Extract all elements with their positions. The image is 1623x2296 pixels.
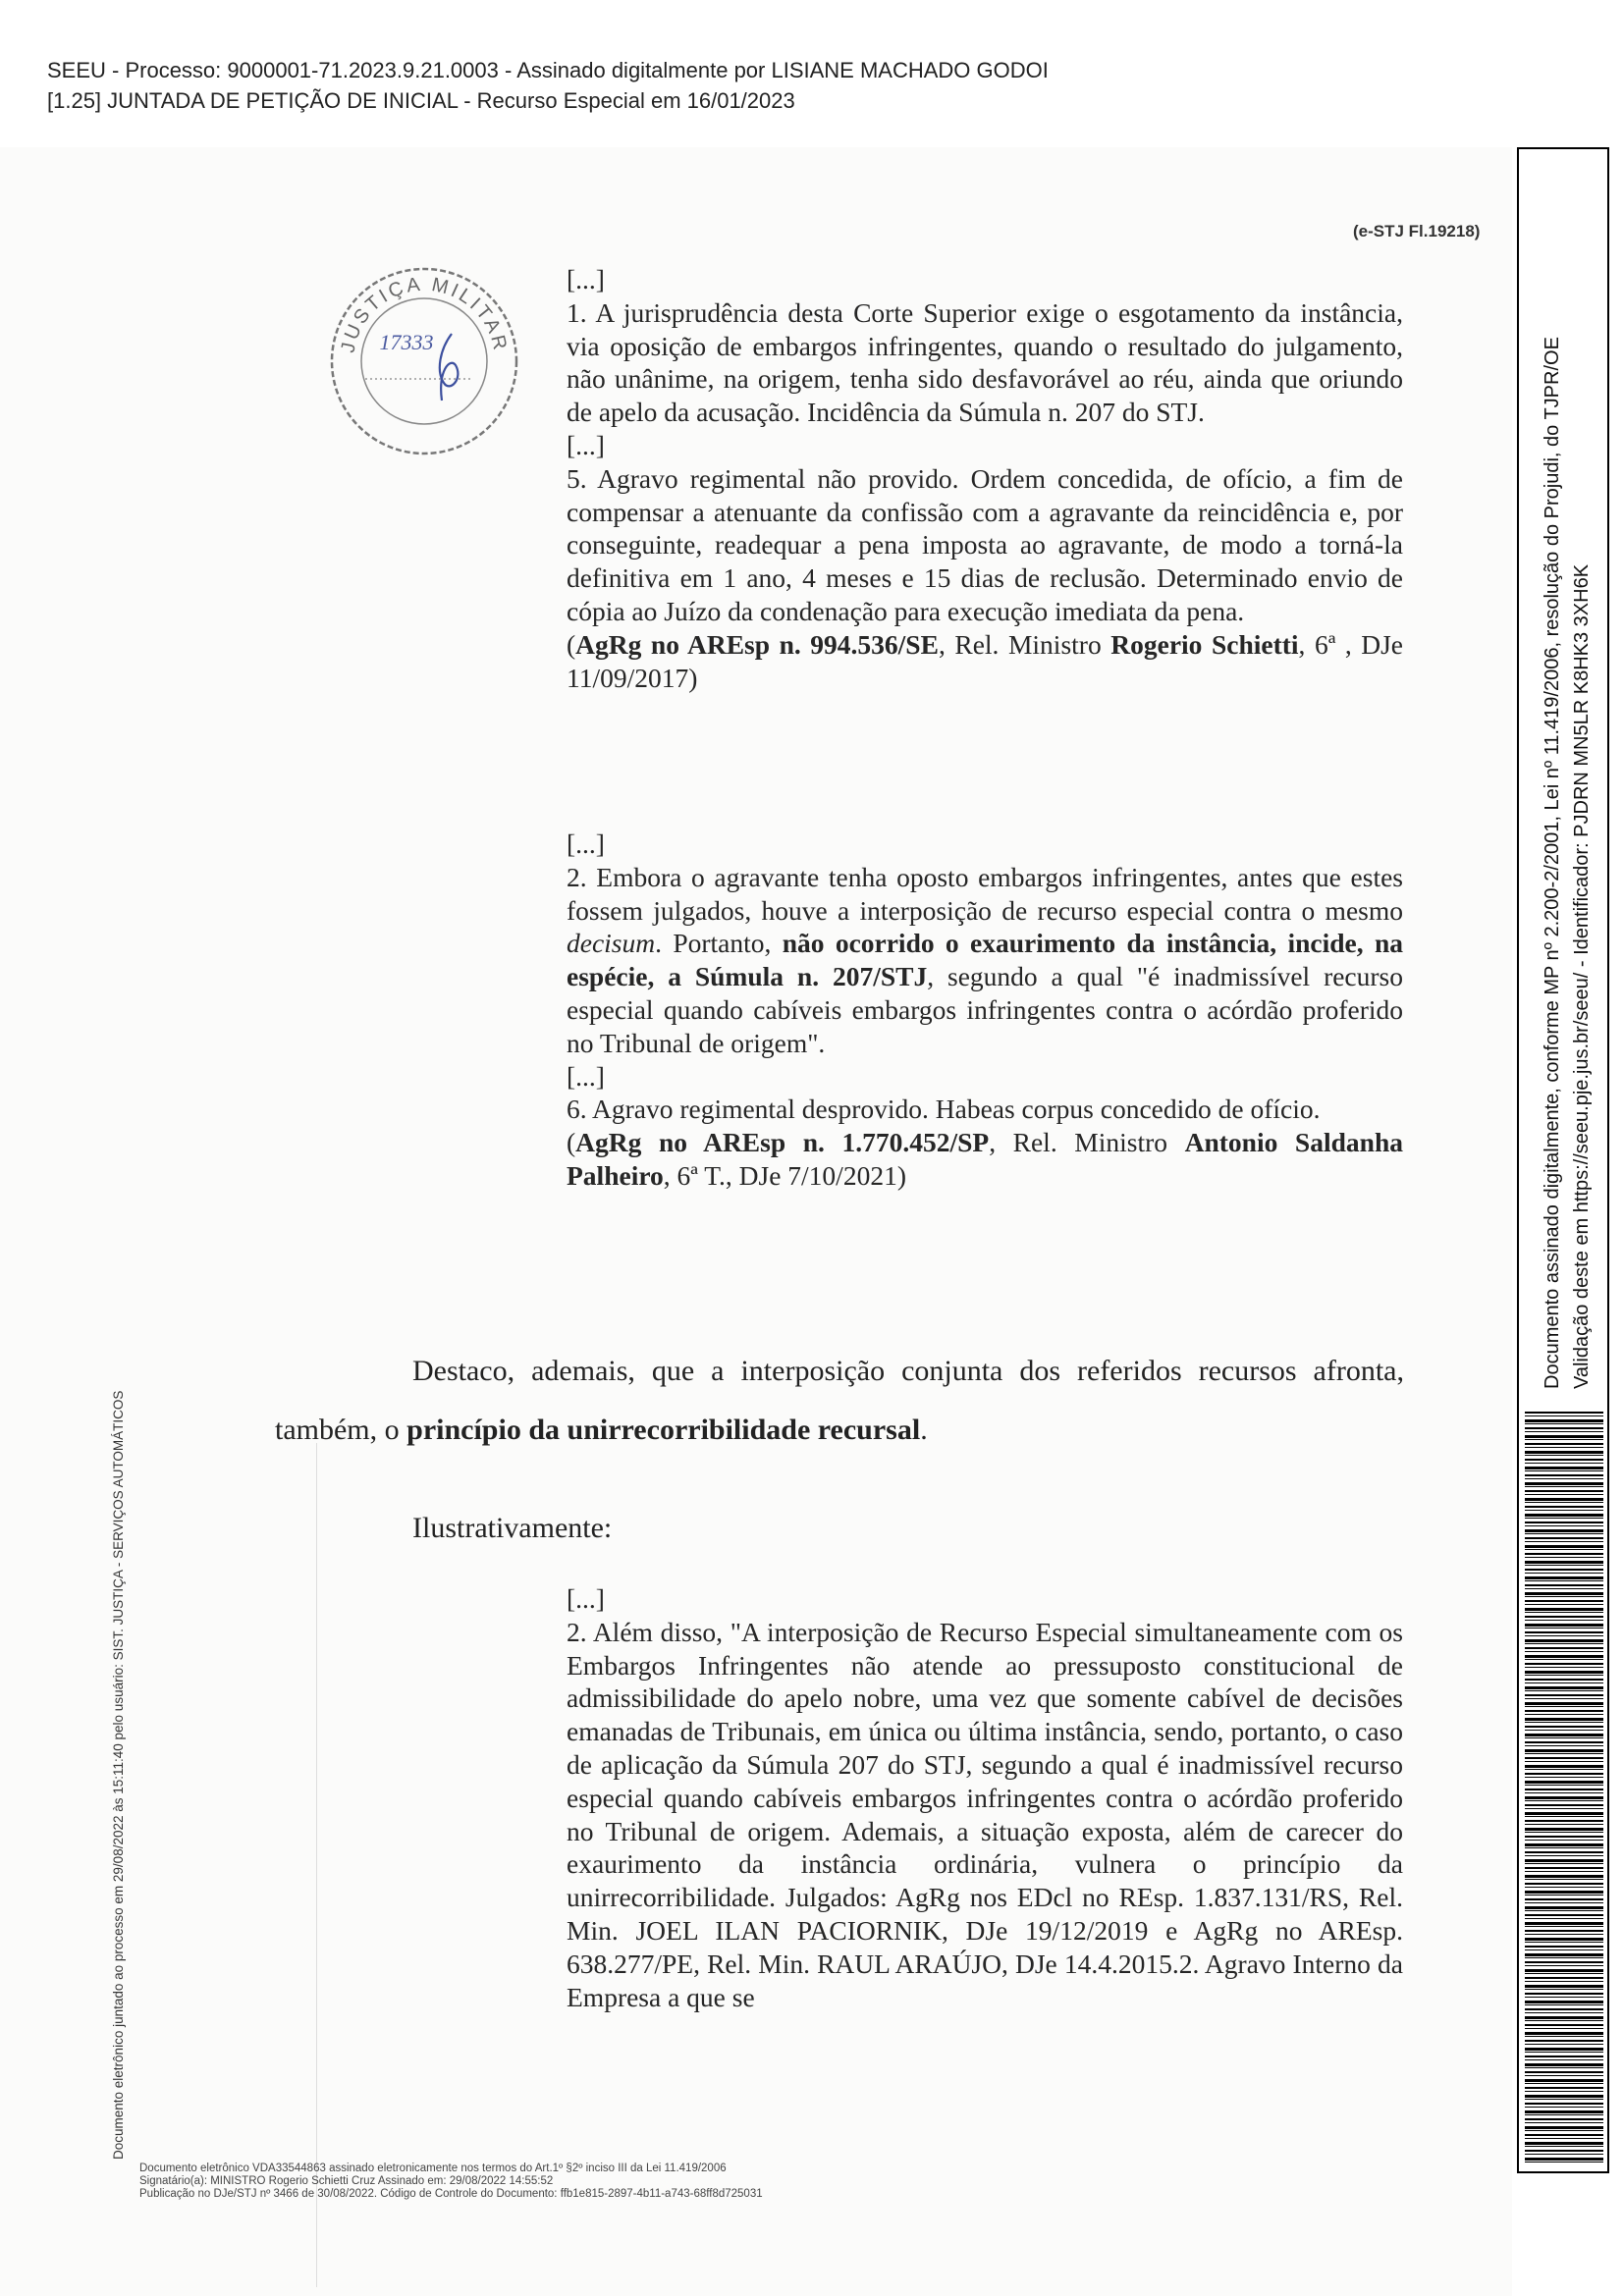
quote2-item-2-italic: decisum: [567, 928, 656, 959]
quote2-item-2-start: 2. Embora o agravante tenha oposto embargos infringentes, antes que estes fossem julgados, houve a interposição de recurso especial contra o mesmo: [567, 861, 1403, 926]
signature-footer: [139, 2163, 763, 2201]
footer-line-1: Documento eletrônico VDA33544863 assinado eletronicamente nos termos do Art.1º §2º inciso III da Lei 11.419/2006: [139, 2163, 727, 2174]
stamp-number: 17333: [379, 330, 434, 354]
quote-block-3: [567, 1582, 1403, 2013]
quote1-cite-mid: , Rel. Ministro: [938, 628, 1111, 660]
quote-block-1: [567, 263, 1403, 694]
quote2-cite-mid: , Rel. Ministro: [989, 1127, 1185, 1158]
quote1-ellipsis-1: [...]: [567, 264, 605, 294]
signature-vertical-line-2: Validação deste em https://seeu.pje.jus.br/seeu/ - Identificador: PJDRN MN5LR K8HK3 3XH6K: [1571, 563, 1593, 1389]
quote1-cite-open: (: [567, 628, 576, 660]
signature-vertical-line-1: Documento assinado digitalmente, conforme MP nº 2.200-2/2001, Lei nº 11.419/2006, resolução do Projudi, do TJPR/OE: [1542, 337, 1563, 1389]
quote2-cite-open: (: [567, 1127, 576, 1158]
fl-reference: (e-STJ Fl.19218): [1353, 222, 1481, 240]
body-paragraph-destaco: [275, 1342, 1404, 1460]
quote1-item-1: 1. A jurisprudência desta Corte Superior exige o esgotamento da instância, via oposição de embargos infringentes, quando o resultado do julgamento, não unânime, na origem, tenha sido desfavorável ao réu, ainda que oriundo de apelo da acusação. Incidência da Súmula n. 207 do STJ.: [567, 296, 1403, 428]
body-paragraph-ilustrativamente: Ilustrativamente:: [412, 1512, 613, 1544]
quote2-ellipsis-2: [...]: [567, 1060, 605, 1092]
quote1-cite-relator: Rogerio Schietti: [1110, 628, 1299, 660]
quote-block-2: [567, 828, 1403, 1193]
quote2-ellipsis-1: [...]: [567, 828, 605, 859]
quote2-citation: [567, 1126, 1403, 1193]
quote1-item-5: 5. Agravo regimental não provido. Ordem concedida, de ofício, a fim de compensar a atenuante da confissão com a agravante da reincidência e, por conseguinte, readequar a pena imposta ao agravante, de modo a torná-la definitiva em 1 ano, 4 meses e 15 dias de reclusão. Determinado envio de cópia ao Juízo da condenação para execução imediata da pena.: [567, 462, 1403, 626]
quote2-cite-case: AgRg no AREsp n. 1.770.452/SP: [575, 1127, 990, 1158]
barcode-icon: [1525, 1412, 1603, 2165]
footer-line-2: Signatário(a): MINISTRO Rogerio Schietti Cruz Assinado em: 29/08/2022 14:55:52: [139, 2175, 554, 2187]
quote1-ellipsis-2: [...]: [567, 429, 605, 460]
stamp-arc-text: JUSTIÇA MILITAR: [337, 273, 512, 355]
quote2-cite-relator: Antonio Saldanha Palheiro: [567, 1127, 1403, 1191]
body-p1-bold: princípio da unirrecorribilidade recursal: [406, 1414, 921, 1446]
quote1-cite-case: AgRg no AREsp n. 994.536/SE: [575, 628, 939, 660]
quote1-citation: [567, 628, 1403, 695]
quote3-ellipsis-1: [...]: [567, 1583, 605, 1614]
quote2-item-2-end: , segundo a qual "é inadmissível recurso especial quando cabíveis embargos infringentes contra o acórdão proferido no Tribunal de origem".: [567, 961, 1403, 1058]
footer-line-3: Publicação no DJe/STJ nº 3466 de 30/08/2022. Código de Controle do Documento: ffb1e815-2897-4b11-a743-68ff8d725031: [139, 2188, 763, 2200]
quote2-item-2-mid: . Portanto,: [655, 928, 783, 959]
quote1-cite-end: , 6ª , DJe 11/09/2017): [567, 628, 1404, 693]
body-p1-end: .: [920, 1414, 928, 1446]
quote3-item-2: 2. Além disso, "A interposição de Recurso Especial simultaneamente com os Embargos Infringentes não atende ao pressuposto constitucional de admissibilidade do apelo nobre, uma vez que somente cabível de decisões emanadas de Tribunais, em única ou última instância, sendo, portanto, o caso de aplicação da Súmula 207 do STJ, segundo a qual é inadmissível recurso especial quando cabíveis embargos infringentes contra o acórdão proferido no Tribunal de origem. Ademais, a situação exposta, além de carecer do exaurimento da instância ordinária, vulnera o princípio da unirrecorribilidade. Julgados: AgRg nos EDcl no REsp. 1.837.131/RS, Rel. Min. JOEL ILAN PACIORNIK, DJe 19/12/2019 e AgRg no AREsp. 638.277/PE, Rel. Min. RAUL ARAÚJO, DJe 14.4.2015.2. Agravo Interno da Empresa a que se: [567, 1616, 1403, 2012]
header-process-line: SEEU - Processo: 9000001-71.2023.9.21.0003 - Assinado digitalmente por LISIANE MACHADO GODOI: [47, 58, 1049, 82]
body-p1-start: Destaco, ademais, que a interposição conjunta dos referidos recursos afronta, também, o: [275, 1355, 1404, 1446]
document-header: [47, 55, 1274, 116]
quote2-item-2: [567, 861, 1403, 1060]
left-margin-vertical-note: Documento eletrônico juntado ao processo em 29/08/2022 às 15:11:40 pelo usuário: SIST. JUSTIÇA - SERVIÇOS AUTOMÁTICOS: [111, 1390, 126, 2160]
quote2-cite-end: , 6ª T., DJe 7/10/2021): [663, 1159, 906, 1191]
quote2-item-6: 6. Agravo regimental desprovido. Habeas corpus concedido de ofício.: [567, 1094, 1321, 1125]
quote2-item-2-bold: não ocorrido o exaurimento da instância, incide, na espécie, a Súmula n. 207/STJ: [567, 928, 1403, 992]
scan-margin-line: [316, 1443, 317, 2287]
header-juntada-line: [1.25] JUNTADA DE PETIÇÃO DE INICIAL - Recurso Especial em 16/01/2023: [47, 88, 795, 113]
court-stamp-icon: [326, 263, 522, 459]
